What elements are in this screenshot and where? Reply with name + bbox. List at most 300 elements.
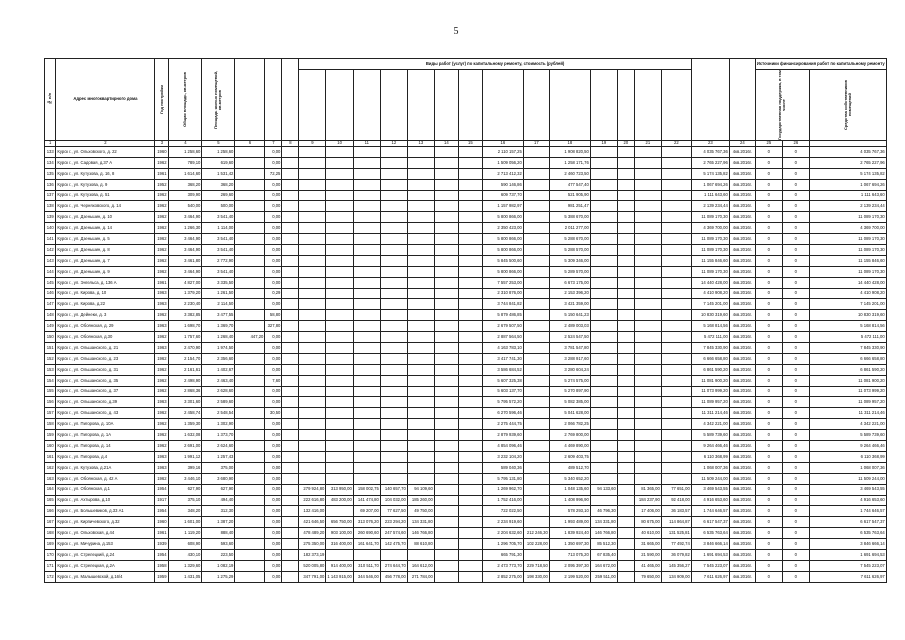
row-cell-w22 bbox=[661, 408, 691, 419]
row-own-funds: 5 174 135,82 bbox=[809, 168, 886, 179]
row-count: 0,00 bbox=[265, 343, 282, 354]
row-cell-w22: 77 492,74 bbox=[661, 539, 691, 550]
row-period: 4кв.2016г. bbox=[729, 157, 755, 168]
row-cell-w12 bbox=[407, 223, 434, 234]
row-address: Курск г., ул. Ахтырова, д.10 bbox=[56, 495, 155, 506]
row-year: 1962 bbox=[155, 255, 169, 266]
row-year: 1962 bbox=[155, 353, 169, 364]
row-own-funds: 5 168 814,56 bbox=[809, 321, 886, 332]
row-cell-w22 bbox=[661, 441, 691, 452]
row-area-total: 540,00 bbox=[169, 201, 202, 212]
row-cell-w8 bbox=[299, 255, 326, 266]
row-cell-w21: 79 650,00 bbox=[634, 571, 661, 582]
row-cell-w19: 134 331,80 bbox=[590, 517, 617, 528]
column-number: 24 bbox=[729, 141, 755, 147]
row-cell-w22 bbox=[661, 473, 691, 484]
row-count: 0,00 bbox=[265, 473, 282, 484]
row-cell-w19 bbox=[590, 201, 617, 212]
row-cell-w13 bbox=[434, 212, 458, 223]
col-head-w11 bbox=[380, 70, 407, 141]
row-cell-x7 bbox=[282, 255, 299, 266]
table-row bbox=[45, 441, 887, 452]
row-total: 4 916 653,60 bbox=[691, 495, 729, 506]
row-year: 1963 bbox=[155, 299, 169, 310]
row-count: 0,00 bbox=[265, 190, 282, 201]
row-count: 0,00 bbox=[265, 419, 282, 430]
row-cell-w8 bbox=[299, 332, 326, 343]
row-cell-w22 bbox=[661, 375, 691, 386]
row-cell-w22 bbox=[661, 179, 691, 190]
row-cell-x7 bbox=[282, 321, 299, 332]
row-cell-w10 bbox=[353, 168, 380, 179]
row-cell-w13 bbox=[434, 190, 458, 201]
row-address: Курск г., ул. Кирпичевского, д.32 bbox=[56, 517, 155, 528]
row-cell-w19 bbox=[590, 495, 617, 506]
row-period: 4кв.2016г. bbox=[729, 364, 755, 375]
col-head-w8 bbox=[299, 70, 326, 141]
row-cell-w17 bbox=[523, 245, 549, 256]
row-cell-w17 bbox=[523, 517, 549, 528]
row-cell-r16: 665 791,30 bbox=[482, 549, 523, 560]
row-cell-w12 bbox=[407, 234, 434, 245]
row-cell-w11 bbox=[380, 157, 407, 168]
row-own-funds: 6 535 763,64 bbox=[809, 528, 886, 539]
row-area-total: 2 691,00 bbox=[169, 441, 202, 452]
row-cell-w8: 222 616,80 bbox=[299, 495, 326, 506]
row-cell-w20 bbox=[617, 353, 634, 364]
row-cell-w9: 1 143 915,00 bbox=[326, 571, 353, 582]
col-head-w13 bbox=[434, 70, 458, 141]
row-area-total: 3 446,10 bbox=[169, 473, 202, 484]
row-cell-w13 bbox=[434, 245, 458, 256]
row-cell-r18: 2 095 397,30 bbox=[549, 560, 590, 571]
row-own-funds: 11 509 244,00 bbox=[809, 473, 886, 484]
row-support-2: 0 bbox=[782, 441, 809, 452]
row-cell-r16: 3 586 684,52 bbox=[482, 364, 523, 375]
row-number: 157 bbox=[45, 408, 56, 419]
row-cell-w14 bbox=[458, 495, 482, 506]
row-cell-w19 bbox=[590, 397, 617, 408]
col-head-area-living: Площадь жилых помещений, кв.метров bbox=[202, 59, 235, 141]
row-cell-r18: 2 769 800,00 bbox=[549, 430, 590, 441]
row-year: 1959 bbox=[155, 571, 169, 582]
row-area-living: 619,60 bbox=[202, 157, 235, 168]
row-cell-w20 bbox=[617, 277, 634, 288]
row-cell-w8 bbox=[299, 353, 326, 364]
row-cell-w19 bbox=[590, 147, 617, 158]
row-cell-w10 bbox=[353, 397, 380, 408]
row-count: 0,00 bbox=[265, 495, 282, 506]
row-own-funds: 6 617 547,37 bbox=[809, 517, 886, 528]
row-area-living: 223,50 bbox=[202, 549, 235, 560]
row-cell-x7 bbox=[282, 386, 299, 397]
row-cell-w19 bbox=[590, 332, 617, 343]
row-period: 4кв.2016г. bbox=[729, 560, 755, 571]
row-cell-w10 bbox=[353, 201, 380, 212]
row-area-other bbox=[235, 157, 265, 168]
row-cell-w17 bbox=[523, 451, 549, 462]
row-cell-w21: 81 365,00 bbox=[634, 484, 661, 495]
row-support-1: 0 bbox=[755, 397, 782, 408]
row-cell-w20 bbox=[617, 571, 634, 582]
row-area-living: 1 082,19 bbox=[202, 560, 235, 571]
row-cell-w21 bbox=[634, 147, 661, 158]
row-cell-w8: 275 350,00 bbox=[299, 539, 326, 550]
row-address: Курск г., ул. Садовая, д.37 А bbox=[56, 157, 155, 168]
column-number: 26 bbox=[782, 141, 809, 147]
row-support-2: 0 bbox=[782, 266, 809, 277]
row-cell-w12 bbox=[407, 364, 434, 375]
row-cell-w22 bbox=[661, 343, 691, 354]
column-number: 5 bbox=[202, 141, 235, 147]
row-cell-w8 bbox=[299, 245, 326, 256]
row-period: 4кв.2016г. bbox=[729, 201, 755, 212]
table-row bbox=[45, 571, 887, 582]
row-count: 0,00 bbox=[265, 571, 282, 582]
row-cell-r16: 3 232 104,20 bbox=[482, 451, 523, 462]
row-year: 1962 bbox=[155, 223, 169, 234]
row-cell-w8 bbox=[299, 201, 326, 212]
row-cell-w13 bbox=[434, 539, 458, 550]
row-cell-w12: 94 109,60 bbox=[407, 484, 434, 495]
row-cell-w14 bbox=[458, 332, 482, 343]
table-row bbox=[45, 364, 887, 375]
row-cell-w17 bbox=[523, 364, 549, 375]
row-cell-w11: 140 657,70 bbox=[380, 484, 407, 495]
row-cell-x7 bbox=[282, 506, 299, 517]
row-support-2: 0 bbox=[782, 147, 809, 158]
row-cell-w17 bbox=[523, 234, 549, 245]
row-cell-r16: 4 163 783,10 bbox=[482, 343, 523, 354]
column-number: 8 bbox=[282, 141, 299, 147]
row-cell-w21 bbox=[634, 397, 661, 408]
row-cell-w19: 259 511,00 bbox=[590, 571, 617, 582]
row-cell-w20 bbox=[617, 419, 634, 430]
row-cell-w22: 145 356,27 bbox=[661, 560, 691, 571]
col-head-works-group: Виды работ (услуг) по капитальному ремонту, стоимость (рублей) bbox=[299, 59, 691, 70]
row-support-2: 0 bbox=[782, 190, 809, 201]
row-support-2: 0 bbox=[782, 364, 809, 375]
row-own-funds: 4 369 700,00 bbox=[809, 223, 886, 234]
row-cell-w13 bbox=[434, 310, 458, 321]
row-area-total: 1 359,30 bbox=[169, 419, 202, 430]
row-cell-r16: 2 887 564,50 bbox=[482, 332, 523, 343]
row-cell-w11 bbox=[380, 462, 407, 473]
row-cell-w11 bbox=[380, 397, 407, 408]
row-cell-w8 bbox=[299, 375, 326, 386]
table-row bbox=[45, 332, 887, 343]
row-address: Курск г., ул. Энгельса, д. 136 А bbox=[56, 277, 155, 288]
row-count: 0,00 bbox=[265, 277, 282, 288]
row-count: 30,50 bbox=[265, 408, 282, 419]
row-cell-w9 bbox=[326, 288, 353, 299]
row-cell-w11 bbox=[380, 419, 407, 430]
row-address: Курск г., ул. Стрелецкая, д.2А bbox=[56, 560, 155, 571]
row-cell-x7 bbox=[282, 430, 299, 441]
row-area-total: 3 461,80 bbox=[169, 255, 202, 266]
table-row bbox=[45, 234, 887, 245]
row-year: 1954 bbox=[155, 549, 169, 560]
row-number: 141 bbox=[45, 234, 56, 245]
row-cell-r18: 2 524 547,50 bbox=[549, 332, 590, 343]
row-area-other: 447,20 bbox=[235, 332, 265, 343]
row-area-total: 3 464,90 bbox=[169, 234, 202, 245]
row-cell-w10 bbox=[353, 234, 380, 245]
row-support-2: 0 bbox=[782, 343, 809, 354]
row-support-1: 0 bbox=[755, 560, 782, 571]
row-year: 1961 bbox=[155, 277, 169, 288]
row-area-living: 3 335,50 bbox=[202, 277, 235, 288]
row-support-2: 0 bbox=[782, 375, 809, 386]
row-support-1: 0 bbox=[755, 343, 782, 354]
row-cell-r16: 3 744 841,82 bbox=[482, 299, 523, 310]
row-support-2: 0 bbox=[782, 234, 809, 245]
row-count: 0,00 bbox=[265, 266, 282, 277]
row-cell-w8 bbox=[299, 364, 326, 375]
row-address: Курск г., ул. Кирова, д. 10 bbox=[56, 288, 155, 299]
row-own-funds: 10 830 319,60 bbox=[809, 310, 886, 321]
row-address: Курск г., ул. Стрелецкий, д.24 bbox=[56, 549, 155, 560]
row-cell-r18: 5 288 670,00 bbox=[549, 234, 590, 245]
table-row bbox=[45, 451, 887, 462]
row-count: 0,00 bbox=[265, 462, 282, 473]
row-cell-w21 bbox=[634, 277, 661, 288]
row-total: 5 472 111,00 bbox=[691, 332, 729, 343]
row-area-total: 348,20 bbox=[169, 506, 202, 517]
row-support-2: 0 bbox=[782, 473, 809, 484]
table-row bbox=[45, 147, 887, 158]
row-cell-w22 bbox=[661, 462, 691, 473]
row-area-living: 1 258,60 bbox=[202, 147, 235, 158]
row-cell-w14 bbox=[458, 539, 482, 550]
column-number: 9 bbox=[299, 141, 326, 147]
row-cell-w17 bbox=[523, 299, 549, 310]
row-cell-w14 bbox=[458, 201, 482, 212]
row-cell-w12 bbox=[407, 212, 434, 223]
row-cell-w12 bbox=[407, 277, 434, 288]
row-cell-w11 bbox=[380, 430, 407, 441]
row-cell-w8 bbox=[299, 157, 326, 168]
row-cell-w11 bbox=[380, 408, 407, 419]
row-cell-w17 bbox=[523, 277, 549, 288]
row-cell-w11 bbox=[380, 245, 407, 256]
row-address: Курск г., ул. Ольшанского, д. 37 bbox=[56, 386, 155, 397]
row-total: 9 264 466,46 bbox=[691, 441, 729, 452]
row-cell-w8 bbox=[299, 419, 326, 430]
row-cell-w19 bbox=[590, 223, 617, 234]
row-total: 6 666 658,80 bbox=[691, 353, 729, 364]
row-cell-w21 bbox=[634, 299, 661, 310]
row-cell-w19 bbox=[590, 375, 617, 386]
row-area-living: 1 257,43 bbox=[202, 451, 235, 462]
row-address: Курск г., ул. Кутузова, д. 51 bbox=[56, 190, 155, 201]
row-number: 153 bbox=[45, 364, 56, 375]
row-cell-w11 bbox=[380, 168, 407, 179]
row-cell-w8 bbox=[299, 321, 326, 332]
row-period: 4кв.2016г. bbox=[729, 549, 755, 560]
row-area-living: 1 531,42 bbox=[202, 168, 235, 179]
row-support-2: 0 bbox=[782, 462, 809, 473]
table-row bbox=[45, 245, 887, 256]
row-cell-w9 bbox=[326, 255, 353, 266]
row-area-total: 1 698,70 bbox=[169, 321, 202, 332]
row-cell-r16: 722 022,50 bbox=[482, 506, 523, 517]
row-count: 0,00 bbox=[265, 223, 282, 234]
row-total: 4 035 767,36 bbox=[691, 147, 729, 158]
row-number: 134 bbox=[45, 157, 56, 168]
row-cell-w11: 104 032,00 bbox=[380, 495, 407, 506]
row-cell-w13 bbox=[434, 408, 458, 419]
col-head-w12 bbox=[407, 70, 434, 141]
row-cell-x7 bbox=[282, 441, 299, 452]
row-total: 5 589 739,60 bbox=[691, 430, 729, 441]
row-cell-w10 bbox=[353, 321, 380, 332]
row-cell-w20 bbox=[617, 495, 634, 506]
row-count: 0,00 bbox=[265, 212, 282, 223]
row-total: 7 145 201,00 bbox=[691, 299, 729, 310]
row-cell-w11 bbox=[380, 332, 407, 343]
row-cell-x7 bbox=[282, 147, 299, 158]
row-address: Курск г., ул. Ольшанского, д. 21 bbox=[56, 343, 155, 354]
row-period: 4кв.2016г. bbox=[729, 255, 755, 266]
column-number: 10 bbox=[326, 141, 353, 147]
row-cell-r18: 1 350 697,30 bbox=[549, 539, 590, 550]
row-period: 4кв.2016г. bbox=[729, 147, 755, 158]
row-cell-w11 bbox=[380, 212, 407, 223]
row-cell-w19 bbox=[590, 451, 617, 462]
row-cell-w19 bbox=[590, 168, 617, 179]
row-cell-w14 bbox=[458, 234, 482, 245]
row-cell-w17 bbox=[523, 506, 549, 517]
row-area-living: 1 302,90 bbox=[202, 419, 235, 430]
column-number: 6 bbox=[235, 141, 265, 147]
column-number: 21 bbox=[634, 141, 661, 147]
row-cell-w20 bbox=[617, 157, 634, 168]
row-total: 6 535 763,64 bbox=[691, 528, 729, 539]
row-cell-w20 bbox=[617, 212, 634, 223]
row-cell-w20 bbox=[617, 234, 634, 245]
row-cell-w21 bbox=[634, 266, 661, 277]
row-cell-w8 bbox=[299, 441, 326, 452]
row-cell-w19: 67 835,40 bbox=[590, 549, 617, 560]
row-cell-r16: 2 110 157,25 bbox=[482, 147, 523, 158]
row-cell-w21 bbox=[634, 473, 661, 484]
row-cell-w21 bbox=[634, 321, 661, 332]
table-row bbox=[45, 201, 887, 212]
row-cell-w10: 313 076,20 bbox=[353, 517, 380, 528]
row-cell-w10 bbox=[353, 441, 380, 452]
row-area-total: 3 382,85 bbox=[169, 310, 202, 321]
row-cell-w9 bbox=[326, 179, 353, 190]
row-cell-w14 bbox=[458, 560, 482, 571]
row-cell-r18: 713 075,20 bbox=[549, 549, 590, 560]
row-cell-x7 bbox=[282, 495, 299, 506]
row-support-1: 0 bbox=[755, 190, 782, 201]
row-cell-w10 bbox=[353, 157, 380, 168]
row-year: 1963 bbox=[155, 462, 169, 473]
row-total: 11 089 957,20 bbox=[691, 397, 729, 408]
row-support-1: 0 bbox=[755, 277, 782, 288]
row-cell-w20 bbox=[617, 560, 634, 571]
column-number: 4 bbox=[169, 141, 202, 147]
row-support-2: 0 bbox=[782, 321, 809, 332]
row-cell-w12 bbox=[407, 332, 434, 343]
row-cell-w14 bbox=[458, 147, 482, 158]
row-cell-w14 bbox=[458, 190, 482, 201]
row-cell-w20 bbox=[617, 430, 634, 441]
row-cell-w11: 247 574,60 bbox=[380, 528, 407, 539]
row-period: 4кв.2016г. bbox=[729, 266, 755, 277]
row-address: Курск г., ул. Кутузова, д. 9 bbox=[56, 179, 155, 190]
row-number: 133 bbox=[45, 147, 56, 158]
row-cell-w19 bbox=[590, 157, 617, 168]
row-cell-w13 bbox=[434, 157, 458, 168]
row-cell-r16: 5 800 866,00 bbox=[482, 245, 523, 256]
row-period: 4кв.2016г. bbox=[729, 397, 755, 408]
row-own-funds: 4 035 767,36 bbox=[809, 147, 886, 158]
row-cell-w22 bbox=[661, 288, 691, 299]
table-row bbox=[45, 375, 887, 386]
row-own-funds: 11 081 900,20 bbox=[809, 375, 886, 386]
row-number: 166 bbox=[45, 506, 56, 517]
row-cell-w22 bbox=[661, 332, 691, 343]
row-area-living: 3 541,40 bbox=[202, 234, 235, 245]
row-cell-w20 bbox=[617, 321, 634, 332]
row-cell-r16: 5 795 131,80 bbox=[482, 473, 523, 484]
row-cell-r16: 5 603 137,70 bbox=[482, 386, 523, 397]
row-period: 4кв.2016г. bbox=[729, 332, 755, 343]
row-cell-w14 bbox=[458, 223, 482, 234]
row-cell-w22: 92 418,00 bbox=[661, 495, 691, 506]
row-support-2: 0 bbox=[782, 353, 809, 364]
row-cell-w14 bbox=[458, 451, 482, 462]
row-cell-w10 bbox=[353, 147, 380, 158]
row-cell-w19 bbox=[590, 266, 617, 277]
row-cell-w11 bbox=[380, 375, 407, 386]
row-cell-w10: 69 207,00 bbox=[353, 506, 380, 517]
row-cell-w17 bbox=[523, 430, 549, 441]
row-number: 149 bbox=[45, 321, 56, 332]
row-cell-w21: 21 590,00 bbox=[634, 549, 661, 560]
row-total: 5 168 814,56 bbox=[691, 321, 729, 332]
row-support-1: 0 bbox=[755, 332, 782, 343]
column-number: 11 bbox=[353, 141, 380, 147]
row-support-1: 0 bbox=[755, 310, 782, 321]
row-cell-w8 bbox=[299, 266, 326, 277]
row-cell-w21 bbox=[634, 201, 661, 212]
col-head-w14 bbox=[458, 70, 482, 141]
row-area-other bbox=[235, 397, 265, 408]
row-cell-w19 bbox=[590, 255, 617, 266]
row-area-living: 494,40 bbox=[202, 495, 235, 506]
row-period: 4кв.2016г. bbox=[729, 321, 755, 332]
row-area-other bbox=[235, 462, 265, 473]
row-cell-w9 bbox=[326, 408, 353, 419]
row-address: Курск г., ул. Большевиков, д.33 А1 bbox=[56, 506, 155, 517]
row-period: 4кв.2016г. bbox=[729, 343, 755, 354]
row-area-other bbox=[235, 299, 265, 310]
row-year: 1962 bbox=[155, 212, 169, 223]
row-cell-w10: 158 002,75 bbox=[353, 484, 380, 495]
row-year: 1962 bbox=[155, 234, 169, 245]
row-cell-w12: 271 784,00 bbox=[407, 571, 434, 582]
row-cell-x7 bbox=[282, 397, 299, 408]
row-cell-r18: 3 781 547,80 bbox=[549, 343, 590, 354]
row-area-other bbox=[235, 506, 265, 517]
row-own-funds: 11 089 170,30 bbox=[809, 212, 886, 223]
row-cell-w12: 88 610,80 bbox=[407, 539, 434, 550]
row-number: 170 bbox=[45, 549, 56, 560]
